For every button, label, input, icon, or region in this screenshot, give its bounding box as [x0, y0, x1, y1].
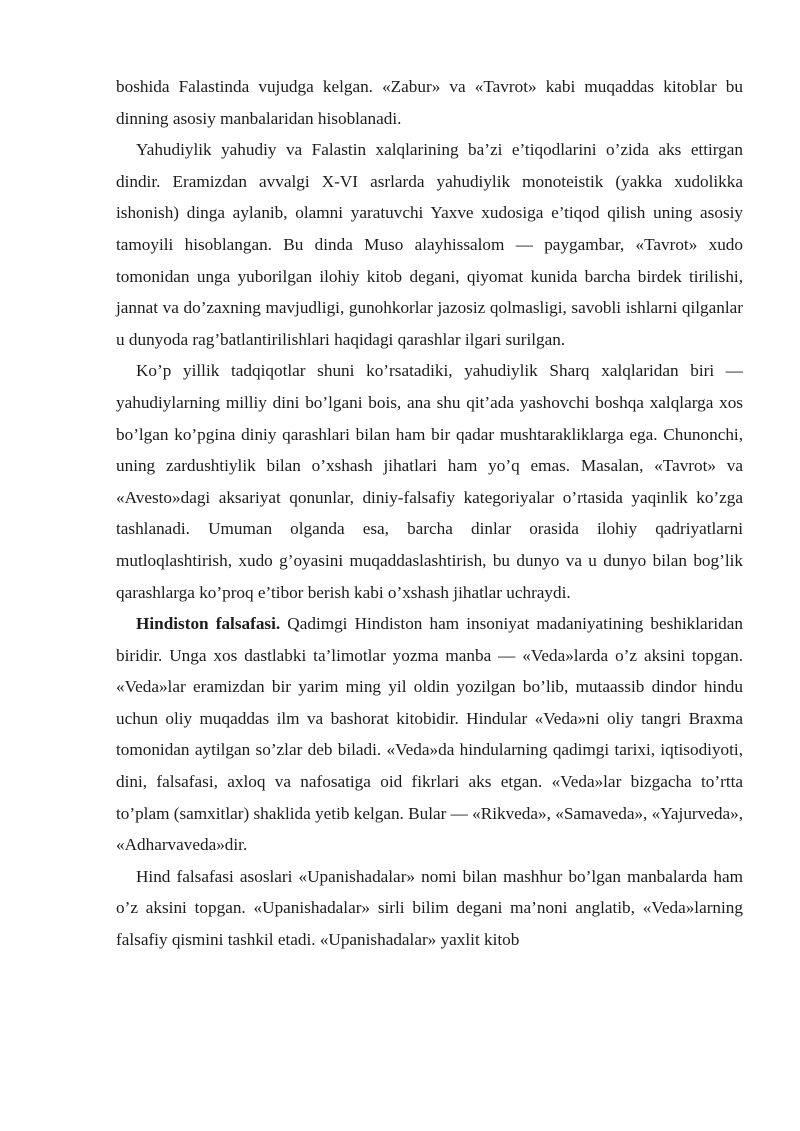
paragraph-3 [116, 355, 743, 608]
paragraph-3-text: Ko’p yillik tadqiqotlar shuni ko’rsatadiki, yahudiylik Sharq xalqlaridan biri — yahudiylarning milliy dini bo’lgani bois, ana shu qit’ada yashovchi boshqa xalqlarga xos bo’lgan ko’pgina diniy qarashlari bilan ham bir qadar mushtarakliklarga ega. Chunonchi, uning zardushtiylik bilan o’xshash jihatlari ham yo’q emas. Masalan, «Tavrot» va «Avesto»dagi aksariyat qonunlar, diniy-falsafiy kategoriyalar o’rtasida yaqinlik ko’zga tashlanadi. Umuman olganda esa, barcha dinlar orasida ilohiy qadriyatlarni mutloqlashtirish, xudo g’oyasini muqaddaslashtirish, bu dunyo va u dunyo bilan bog’lik qarashlarga ko’proq e’tibor berish kabi o’xshash jihatlar uchraydi. [116, 361, 743, 602]
section-heading: Hindiston falsafasi. [136, 614, 281, 634]
paragraph-1-text: boshida Falastinda vujudga kelgan. «Zabur» va «Tavrot» kabi muqaddas kitoblar bu dinning asosiy manbalaridan hisoblanadi. [116, 77, 743, 128]
paragraph-4 [116, 608, 743, 861]
paragraph-2-text: Yahudiylik yahudiy va Falastin xalqlarining ba’zi e’tiqodlarini o’zida aks ettirgan dindir. Eramizdan avvalgi X-VI asrlarda yahudiylik monoteistik (yakka xudolikka ishonish) dinga aylanib, olamni yaratuvchi Yaxve xudosiga e’tiqod qilish uning asosiy tamoyili hisoblangan. Bu dinda Muso alayhissalom — paygambar, «Tavrot» xudo tomonidan unga yuborilgan ilohiy kitob degani, qiyomat kunida barcha birdek tirilishi, jannat va do’zaxning mavjudligi, gunohkorlar jazosiz qolmasligi, savobli ishlarni qilganlar u dunyoda rag’batlantirilishlari haqidagi qarashlar ilgari surilgan. [116, 140, 743, 349]
paragraph-4-text: Qadimgi Hindiston ham insoniyat madaniyatining beshiklaridan biridir. Unga xos dastlabki ta’limotlar yozma manba — «Veda»larda o’z aksini topgan. «Veda»lar eramizdan bir yarim ming yil oldin yozilgan bo’lib, mutaassib dindor hindu uchun oliy muqaddas ilm va bashorat kitobidir. Hindular «Veda»ni oliy tangri Braxma tomonidan aytilgan so’zlar deb biladi. «Veda»da hindularning qadimgi tarixi, iqtisodiyoti, dini, falsafasi, axloq va nafosatiga oid fikrlari aks etgan. «Veda»lar bizgacha to’rtta to’plam (samxitlar) shaklida yetib kelgan. Bular — «Rikveda», «Samaveda», «Yajurveda», «Adharvaveda»dir. [116, 614, 743, 855]
document-page [116, 71, 743, 956]
paragraph-5-text: Hind falsafasi asoslari «Upanishadalar» nomi bilan mashhur bo’lgan manbalarda ham o’z aksini topgan. «Upanishadalar» sirli bilim degani ma’noni anglatib, «Veda»larning falsafiy qismini tashkil etadi. «Upanishadalar» yaxlit kitob [116, 866, 743, 950]
paragraph-5 [116, 861, 743, 956]
paragraph-1 [116, 71, 743, 134]
paragraph-2 [116, 134, 743, 355]
